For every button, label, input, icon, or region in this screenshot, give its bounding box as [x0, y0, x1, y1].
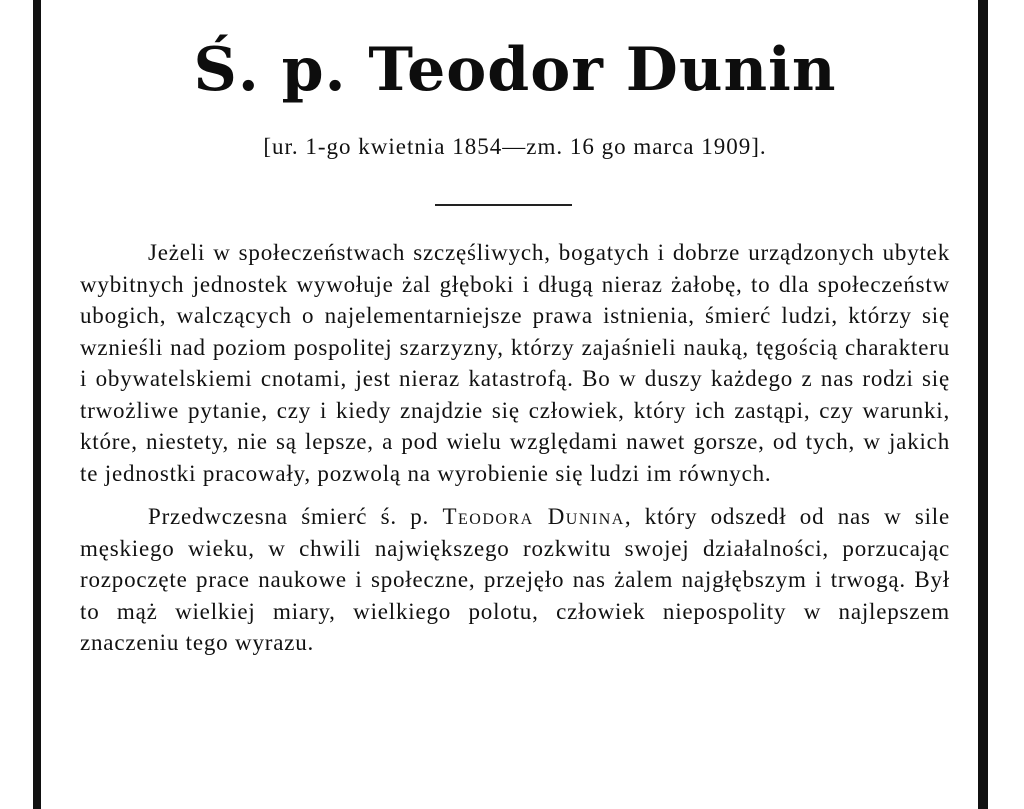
paragraph-2-intro: Przedwczesna śmierć ś. p.: [148, 504, 443, 529]
article-body: [80, 237, 950, 659]
paragraph-2-name: Teodora Dunina: [442, 504, 625, 529]
left-border-rule: [33, 0, 41, 809]
section-divider: [435, 204, 572, 206]
page: [80, 0, 950, 809]
right-border-rule: [978, 0, 988, 809]
paragraph-2: [80, 501, 950, 659]
page-title: Ś. p. Teodor Dunin: [193, 35, 837, 105]
paragraph-2-rest: , który odszedł od nas w sile męskiego wieku, w chwili największego rozkwitu swojej działalności, porzucając rozpoczęte prace naukowe i społeczne, przejęło nas żalem najgłębszym i trwogą. Był to mąż wielkiej miary, wielkiego polotu, człowiek niepospolity w najlepszem znaczeniu tego wyrazu.: [80, 504, 951, 655]
paragraph-1: Jeżeli w społeczeństwach szczęśliwych, bogatych i dobrze urządzonych ubytek wybitnych jednostek wywołuje żal głęboki i długą nieraz żałobę, to dla społeczeństw ubogich, walczących o najelementarniejsze prawa istnienia, śmierć ludzi, którzy się wznieśli nad poziom pospolitej szarzyzny, którzy zajaśnieli nauką, tęgością charakteru i obywatelskiemi cnotami, jest nieraz katastrofą. Bo w duszy każdego z nas rodzi się trwożliwe pytanie, czy i kiedy znajdzie się człowiek, który ich zastąpi, czy warunki, które, niestety, nie są lepsze, a pod wielu względami nawet gorsze, od tych, w jakich te jednostki pracowały, pozwolą na wyrobienie się ludzi im równych.: [80, 240, 950, 486]
life-dates: [ur. 1-go kwietnia 1854—zm. 16 go marca 1909].: [263, 134, 767, 159]
